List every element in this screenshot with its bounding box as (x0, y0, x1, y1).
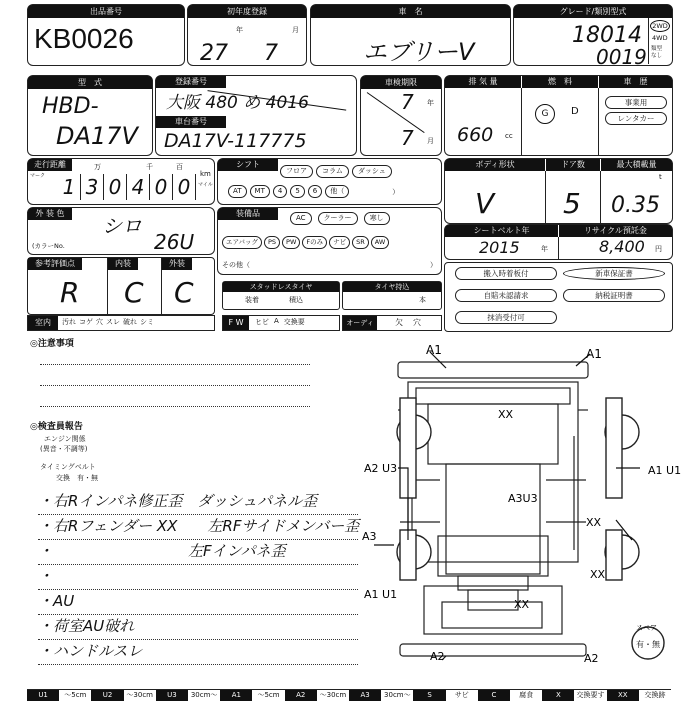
drive-column (648, 18, 671, 64)
tire-label: タイヤ持込 (343, 282, 441, 292)
cc-unit: cc (505, 132, 513, 140)
spare-label: スペア (636, 624, 657, 632)
body-shape-label: ボディ形状 (445, 159, 545, 171)
equip-opt: 寒し (364, 212, 390, 225)
tire-unit: 本 (419, 296, 426, 304)
diag-a1u1-r: A1 U1 (648, 464, 682, 477)
legend-cell: A1 (220, 690, 252, 701)
legend-cell: X (542, 690, 574, 701)
diag-a2u3: A2 U3 (364, 462, 398, 475)
odo-digit: 0 (104, 174, 127, 200)
fw-item: 交換要 (283, 318, 305, 326)
equip-opt: クーラー (318, 212, 358, 225)
seatbelt-year: 2015 (479, 238, 520, 257)
legend-cell: 腐食 (519, 691, 534, 699)
legend-cell: ～30cm (126, 691, 153, 699)
reg-no: 大阪 480 め 4016 (166, 93, 309, 113)
opt-2wd: 2WD (650, 20, 670, 32)
model-type-box (27, 75, 153, 156)
docs-box (444, 262, 673, 332)
inspector-line: ・ 左Fインパネ歪 (38, 540, 358, 565)
timing-label: タイミングベルト (40, 463, 96, 471)
score-out-label: 外装 (162, 258, 192, 270)
grade-line1: 18014 (572, 23, 642, 48)
fw-items (255, 317, 305, 327)
equip-opt: ナビ (329, 236, 350, 249)
shift-row2 (228, 185, 399, 198)
recycle-label: リサイクル預託金 (559, 225, 672, 237)
inspector-line: ・右Rフェンダー XX 左RFサイドメンバー歪 (38, 515, 358, 540)
inspector-line: ・右Rインパネ修正歪 ダッシュパネル歪 (38, 490, 358, 515)
rule (40, 385, 310, 386)
doors: 5 (563, 187, 581, 220)
sep (161, 258, 162, 314)
lot-box (27, 4, 185, 66)
grade-box (513, 4, 673, 69)
equipment-label: 装備品 (218, 208, 278, 220)
diag-xx-top: XX (498, 408, 514, 421)
equipment-row2 (222, 236, 389, 249)
shift-opt: ダッシュ (352, 165, 392, 178)
capacity-label: 最大積載量 (601, 159, 672, 171)
color-code: 26U (154, 230, 195, 254)
diag-a2-bl: A2 (430, 650, 445, 663)
shift-opt: 他（ (325, 185, 349, 198)
interior-item: スレ (106, 318, 120, 326)
insp-strike (367, 92, 425, 133)
rental-btn: レンタカー (605, 112, 667, 125)
rule (40, 406, 310, 407)
diag-a1-tl: A1 (426, 343, 442, 357)
legend-cell: U3 (156, 690, 188, 701)
inspector-lines (38, 490, 358, 665)
legend-cell: U2 (91, 690, 123, 701)
legend-cell: XX (607, 690, 639, 701)
equipment-row1 (290, 212, 390, 225)
equipment-other-end: ） (430, 261, 437, 269)
seatbelt-unit: 年 (541, 245, 548, 253)
color-code-label: (カラーNo. (32, 242, 65, 250)
odo-digit: 3 (81, 174, 104, 200)
month-unit: 月 (292, 26, 299, 34)
legend-cell: サビ (454, 691, 469, 699)
body-shape: V (475, 187, 495, 220)
legend-cell: ～30cm (319, 691, 347, 699)
doc-4: 抹消受付可 (455, 311, 557, 324)
car-name-label: 車 名 (311, 5, 510, 18)
legend-cell: A3 (349, 690, 381, 701)
fuel-g: G (535, 104, 555, 124)
grade-label: グレード/類別型式 (514, 5, 672, 18)
doors-label: ドア数 (546, 159, 600, 171)
legend-cell: A2 (285, 690, 317, 701)
score-in: C (124, 276, 144, 309)
color-label: 外 装 色 (28, 208, 72, 220)
inspector-line: ・AU (38, 590, 358, 615)
equipment-other: その他（ (222, 261, 250, 269)
odometer (58, 174, 196, 200)
odo-digit: 4 (127, 174, 150, 200)
score-in-label: 内装 (108, 258, 138, 270)
timing-sub: 交換 有・無 (56, 474, 98, 482)
fuel-d: D (571, 106, 579, 117)
equip-opt: AW (371, 236, 390, 249)
grade-line2: 0019 (596, 45, 647, 69)
notes-label: ◎注意事項 (30, 339, 74, 349)
legend-cell: ～5cm (64, 691, 87, 699)
chassis-label: 車台番号 (156, 116, 226, 128)
score-total-label: 参考評価点 (28, 258, 82, 270)
audio-label: オーディオ (343, 316, 377, 330)
interior-item: 汚れ (62, 318, 76, 326)
studless-label: スタッドレスタイヤ (223, 282, 339, 292)
audio-row (342, 315, 442, 341)
tire-box (342, 281, 442, 310)
fw-item: ヒビ (255, 318, 269, 326)
interior-item: 破れ (123, 318, 137, 326)
insp-month: 7 (401, 126, 414, 150)
model-line1: HBD- (42, 94, 99, 119)
studless-box (222, 281, 340, 310)
audio-item: 欠 (395, 318, 403, 327)
capacity-unit: t (659, 173, 662, 181)
diag-a2-br: A2 (584, 652, 599, 665)
displacement: 660 (457, 124, 494, 146)
shift-opt: AT (228, 185, 247, 198)
color-value: シロ (102, 214, 142, 238)
diag-a3-l: A3 (362, 530, 377, 543)
inspection-label: 車検期限 (361, 76, 441, 89)
odo-digit: 0 (150, 174, 173, 200)
marker: マーク (30, 173, 46, 179)
engine-label: エンジン関係 (44, 435, 86, 443)
shift-row1 (280, 165, 392, 178)
score-total: R (60, 276, 80, 309)
sep (545, 171, 546, 223)
interior-items (62, 317, 154, 327)
legend-cell: 交換要す (576, 691, 605, 699)
displacement-label: 排 気 量 (445, 76, 521, 88)
legend-cell: S (413, 690, 445, 701)
diag-a1u1-l: A1 U1 (364, 588, 398, 601)
inspection-box (360, 75, 442, 156)
equipment-box (217, 207, 442, 275)
legend-bar (27, 689, 671, 701)
shift-box (217, 158, 442, 205)
interior-label: 室内 (28, 316, 58, 330)
sep (558, 237, 559, 259)
studless-b: 積込 (289, 296, 303, 304)
body-box (444, 158, 673, 224)
recycle-amount: 8,400 (599, 237, 645, 256)
sep (598, 88, 599, 155)
diag-xx-r2: XX (590, 568, 606, 581)
opt-other: 類型 なし (651, 46, 663, 59)
legend-cell: C (478, 690, 510, 701)
unit-man: 万 (94, 163, 101, 171)
odo-digit: 1 (58, 174, 81, 200)
opt-4wd: 4WD (652, 34, 668, 42)
shift-opt: 6 (308, 185, 322, 198)
interior-item: シミ (140, 318, 154, 326)
equip-opt: PW (282, 236, 300, 249)
diag-a1-tr: A1 (586, 347, 602, 361)
interior-row (27, 315, 215, 331)
legend-cell: 交換跡 (644, 691, 666, 699)
interior-item: コゲ (79, 318, 93, 326)
insp-month-unit: 月 (427, 137, 434, 145)
first-reg-label: 初年度登録 (188, 5, 306, 18)
fw-label: F W (223, 316, 249, 330)
audio-items (395, 317, 421, 328)
doc-1: 新車保証書 (563, 267, 665, 280)
inspector-line: ・ (38, 565, 358, 590)
equip-opt: AC (290, 212, 312, 225)
car-name-box (310, 4, 511, 66)
spare-value: 有・無 (636, 640, 660, 649)
studless-a: 装着 (245, 296, 259, 304)
odo-digit: 0 (173, 174, 196, 200)
sep (600, 171, 601, 223)
sep (521, 88, 522, 155)
recycle-unit: 円 (655, 245, 662, 253)
color-box (27, 207, 215, 255)
shift-opt: MT (250, 185, 270, 198)
rule (40, 364, 310, 365)
fw-row (222, 315, 340, 331)
lot-label: 出品番号 (28, 5, 184, 18)
scores-box (27, 257, 215, 315)
mileage-box (27, 158, 215, 205)
shift-end: ） (392, 187, 400, 196)
shift-opt: コラム (316, 165, 349, 178)
engine-box (444, 75, 673, 156)
legend-cell: ～5cm (257, 691, 280, 699)
fw-item: A (274, 317, 279, 325)
shift-label: シフト (218, 159, 278, 171)
score-out: C (174, 276, 194, 309)
seatbelt-label: シートベルト年 (445, 225, 558, 237)
interior-item: 穴 (96, 318, 103, 326)
unit-mile: マイル (198, 182, 213, 188)
equip-opt: SR (352, 236, 369, 249)
first-reg-box (187, 4, 307, 66)
diag-xx-bot: XX (514, 598, 530, 611)
insp-year-unit: 年 (427, 99, 434, 107)
equip-opt: PS (264, 236, 280, 249)
audio-item: 穴 (413, 318, 421, 327)
inspector-line: ・荷室AU破れ (38, 615, 358, 640)
legend-cell: 30cm～ (384, 691, 411, 699)
sep (107, 258, 108, 314)
car-name: エブリーV (363, 38, 475, 66)
first-reg-month: 7 (264, 41, 278, 66)
capacity: 0.35 (611, 193, 660, 218)
shift-opt: フロア (280, 165, 313, 178)
lot-number: KB0026 (34, 23, 134, 54)
car-diagram (350, 340, 690, 670)
diag-xx-r1: XX (586, 516, 602, 529)
insp-year: 7 (401, 90, 414, 114)
unit-km: km (200, 170, 211, 178)
business-btn: 事業用 (605, 96, 667, 109)
inspector-line: ・ハンドルスレ (38, 640, 358, 665)
chassis-no: DA17V-117775 (164, 130, 307, 152)
seatbelt-recycle-box (444, 224, 673, 260)
mileage-label: 走行距離 (28, 159, 72, 171)
fuel-label: 燃 料 (522, 76, 598, 88)
model-type-label: 型 式 (28, 76, 152, 89)
model-line2: DA17V (56, 122, 138, 150)
unit-hyaku: 百 (176, 163, 183, 171)
equip-opt: エアバッグ (222, 236, 262, 249)
doc-3: 納税証明書 (563, 289, 665, 302)
usage-label: 車 歴 (599, 76, 672, 88)
doc-2: 自賠未認請求 (455, 289, 557, 302)
first-reg-year: 27 (200, 41, 228, 66)
unit-sen: 千 (146, 163, 153, 171)
reg-no-label: 登録番号 (156, 76, 226, 88)
doc-0: 搬入時着板付 (455, 267, 557, 280)
year-unit: 年 (236, 26, 243, 34)
inspector-label: ◎検査員報告 (30, 422, 83, 432)
shift-opt: 4 (273, 185, 287, 198)
legend-cell: U1 (27, 690, 59, 701)
legend-cell: 30cm～ (190, 691, 218, 699)
equip-opt: Fのみ (302, 236, 327, 249)
engine-sub: (異音・不調等) (40, 445, 88, 453)
diag-a3u3: A3U3 (508, 492, 538, 505)
shift-opt: 5 (290, 185, 304, 198)
registration-box (155, 75, 357, 156)
